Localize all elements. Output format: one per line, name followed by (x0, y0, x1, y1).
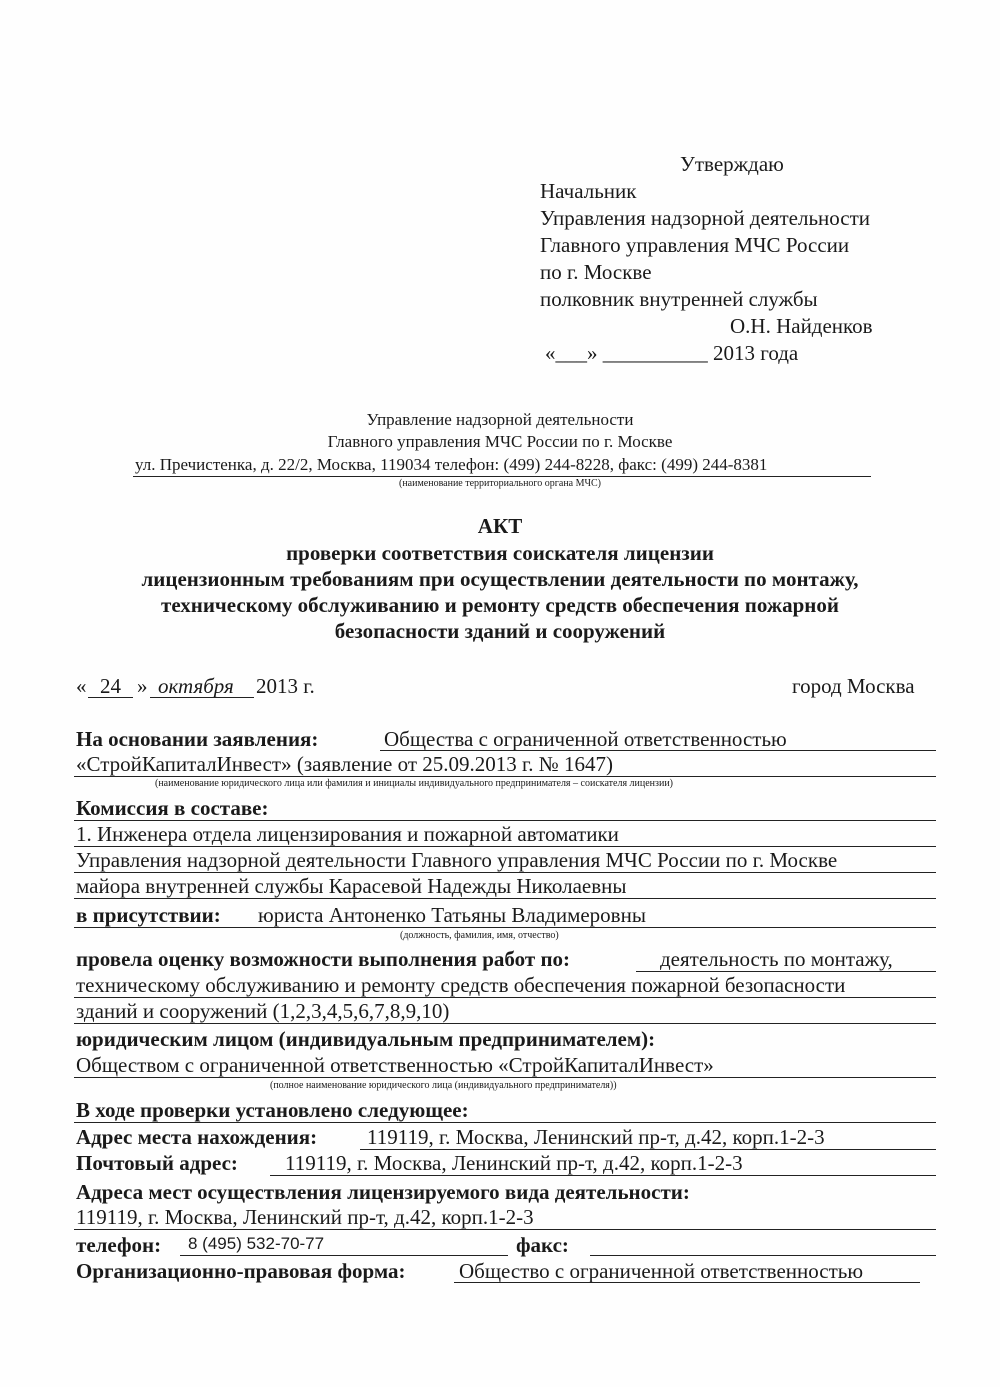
commission-underline-0 (74, 820, 936, 821)
activity-label: Адреса мест осуществления лицензируемого вида деятельности: (76, 1180, 690, 1204)
activity-underline (74, 1229, 936, 1230)
entity-underline (74, 1077, 936, 1078)
assessment-value-line1: деятельность по монтажу, (660, 947, 893, 971)
approval-line: Управления надзорной деятельности (540, 206, 871, 230)
commission-member-line2: Управления надзорной деятельности Главного управления МЧС России по г. Москве (76, 848, 838, 872)
organ-name-line1: Управление надзорной деятельности (366, 410, 634, 429)
commission-member-line3: майора внутренней службы Карасевой Надежды Николаевны (76, 874, 627, 898)
entity-value: Обществом с ограниченной ответственностью «СтройКапиталИнвест» (76, 1053, 714, 1077)
presence-caption: (должность, фамилия, имя, отчество) (400, 930, 559, 941)
approval-line: полковник внутренней службы (540, 287, 818, 311)
date-day: 24 (100, 674, 121, 698)
approval-line: по г. Москве (540, 260, 652, 284)
organ-name-line2: Главного управления МЧС России по г. Москве (327, 432, 673, 451)
act-subtitle: проверки соответствия соискателя лицензии (286, 541, 714, 565)
address-label: Адрес места нахождения: (76, 1125, 318, 1149)
findings-label: В ходе проверки установлено следующее: (76, 1098, 469, 1122)
address-underline (360, 1149, 936, 1150)
commission-member-line1: 1. Инженера отдела лицензирования и пожарной автоматики (76, 822, 619, 846)
activity-value: 119119, г. Москва, Ленинский пр-т, д.42, корп.1-2-3 (76, 1205, 534, 1229)
fax-label: факс: (516, 1233, 569, 1257)
commission-underline-1 (74, 846, 936, 847)
entity-label: юридическим лицом (индивидуальным предпринимателем): (76, 1027, 656, 1051)
postal-underline (270, 1175, 936, 1176)
address-value: 119119, г. Москва, Ленинский пр-т, д.42, корп.1-2-3 (367, 1125, 825, 1149)
commission-underline-2 (74, 872, 936, 873)
phone-value: 8 (495) 532-70-77 (188, 1234, 325, 1253)
postal-label: Почтовый адрес: (76, 1151, 238, 1175)
assessment-value-line2: техническому обслуживанию и ремонту средств обеспечения пожарной безопасности (76, 973, 846, 997)
entity-caption: (полное наименование юридического лица (индивидуального предпринимателя)) (270, 1080, 617, 1091)
approval-line: Начальник (540, 179, 637, 203)
approval-date: «___» __________ 2013 года (545, 341, 799, 365)
approval-signatory: О.Н. Найденков (730, 314, 873, 338)
organ-address: ул. Пречистенка, д. 22/2, Москва, 119034 телефон: (499) 244-8228, факс: (499) 244-8381 (135, 455, 768, 474)
assessment-underline-1 (636, 971, 936, 972)
presence-underline (74, 927, 936, 928)
basis-value-line2: «СтройКапиталИнвест» (заявление от 25.09.2013 г. № 1647) (76, 752, 614, 776)
assessment-underline-2 (74, 997, 936, 998)
date-day-underline (88, 697, 133, 698)
presence-value: юриста Антоненко Татьяны Владимеровны (258, 903, 646, 927)
assessment-underline-3 (74, 1023, 936, 1024)
assessment-value-line3: зданий и сооружений (1,2,3,4,5,6,7,8,9,10) (76, 999, 450, 1023)
basis-caption: (наименование юридического лица или фамилия и инициалы индивидуального предпринимателя – соискателя лицензии) (155, 778, 674, 789)
form-label: Организационно-правовая форма: (76, 1259, 406, 1283)
date-open-quote: « (76, 674, 87, 698)
city: город Москва (792, 674, 915, 698)
phone-label: телефон: (76, 1233, 162, 1257)
organ-caption: (наименование территориального органа МЧС) (398, 478, 601, 489)
date-year: 2013 г. (256, 674, 315, 698)
findings-underline (74, 1122, 936, 1123)
form-underline (454, 1282, 920, 1283)
organ-address-underline (133, 476, 871, 477)
act-subtitle: техническому обслуживанию и ремонту средств обеспечения пожарной (161, 593, 839, 617)
basis-label: На основании заявления: (76, 727, 319, 751)
act-subtitle: безопасности зданий и сооружений (334, 619, 666, 643)
date-close-quote: » (137, 674, 148, 698)
commission-underline-3 (74, 898, 936, 899)
assessment-label: провела оценку возможности выполнения работ по: (76, 947, 571, 971)
date-month-underline (150, 697, 254, 698)
phone-underline (180, 1255, 508, 1256)
basis-value-line1: Общества с ограниченной ответственностью (384, 727, 787, 751)
commission-label: Комиссия в составе: (76, 796, 269, 820)
form-value: Общество с ограниченной ответственностью (459, 1259, 864, 1283)
basis-underline-1 (380, 750, 936, 751)
act-title: АКТ (477, 514, 523, 538)
date-month: октября (158, 674, 234, 698)
approval-line: Главного управления МЧС России (540, 233, 850, 257)
basis-underline-2 (74, 776, 936, 777)
fax-underline (590, 1255, 936, 1256)
postal-value: 119119, г. Москва, Ленинский пр-т, д.42, корп.1-2-3 (285, 1151, 743, 1175)
presence-label: в присутствии: (76, 903, 221, 927)
approval-title: Утверждаю (680, 152, 784, 176)
act-subtitle: лицензионным требованиям при осуществлении деятельности по монтажу, (141, 567, 859, 591)
